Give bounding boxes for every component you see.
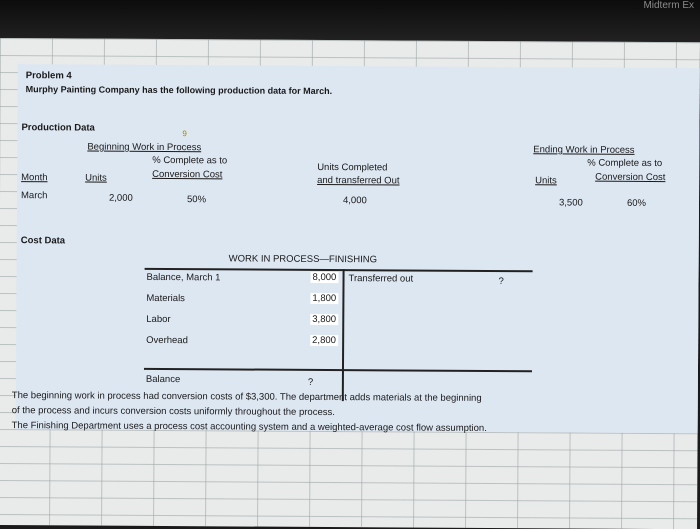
transferred-out-amount: ? xyxy=(498,276,504,288)
note-line: The beginning work in process had conversion costs of $3,300. The department adds materials at the beginning xyxy=(11,390,482,404)
ending-pct-label-line2: Conversion Cost xyxy=(595,171,666,184)
beginning-pct-label-line1: % Complete as to xyxy=(152,154,228,167)
col-units-header: Units xyxy=(85,172,107,184)
window-title-bar xyxy=(0,0,700,42)
col-end-units-header: Units xyxy=(535,175,557,187)
wip-account-title: WORK IN PROCESS—FINISHING xyxy=(228,253,378,266)
beginning-wip-heading: Beginning Work in Process xyxy=(87,141,202,154)
note-line: of the process and incurs conversion costs uniformly throughout the process. xyxy=(11,405,335,419)
units-completed-label-line2: and transferred Out xyxy=(317,174,400,187)
note-line: The Finishing Department uses a process cost accounting system and a weighted-average cost flow assumption. xyxy=(11,420,487,434)
balance-label: Balance xyxy=(145,373,181,386)
units-completed-label-line1: Units Completed xyxy=(317,161,388,174)
cost-line-amount: 1,800 xyxy=(312,292,337,305)
row-begin-pct: 50% xyxy=(186,194,207,206)
cost-data-heading: Cost Data xyxy=(20,235,66,247)
row-end-units: 3,500 xyxy=(558,197,583,209)
t-account-total-rule xyxy=(144,368,532,372)
production-data-heading: Production Data xyxy=(21,122,95,134)
t-account-divider xyxy=(342,269,344,401)
t-account xyxy=(144,268,533,402)
cost-line-label: Labor xyxy=(146,313,171,326)
balance-amount: ? xyxy=(307,376,314,388)
row-begin-units: 2,000 xyxy=(108,192,133,204)
row-month: March xyxy=(21,190,48,202)
row-completed-units: 4,000 xyxy=(342,195,367,207)
beginning-pct-label-line2: Conversion Cost xyxy=(152,168,223,181)
window-title: Midterm Ex xyxy=(643,0,694,11)
cost-line-amount: 2,800 xyxy=(312,334,336,347)
spreadsheet-grid[interactable] xyxy=(0,38,700,529)
problem-title: Problem 4 xyxy=(25,70,72,82)
problem-intro: Murphy Painting Company has the following production data for March. xyxy=(25,84,333,97)
row-end-pct: 60% xyxy=(626,197,647,209)
cost-line-amount: 8,000 xyxy=(312,271,337,284)
ending-wip-heading: Ending Work in Process xyxy=(533,144,635,156)
ending-pct-label-line1: % Complete as to xyxy=(587,157,663,170)
cost-line-label: Materials xyxy=(146,292,185,305)
col-month-header: Month xyxy=(21,172,48,184)
transferred-out-label: Transferred out xyxy=(348,273,414,285)
cost-line-label: Overhead xyxy=(146,334,188,347)
cost-line-label: Balance, March 1 xyxy=(146,271,221,284)
stray-mark: 9 xyxy=(182,129,187,139)
cost-line-amount: 3,800 xyxy=(312,313,337,326)
